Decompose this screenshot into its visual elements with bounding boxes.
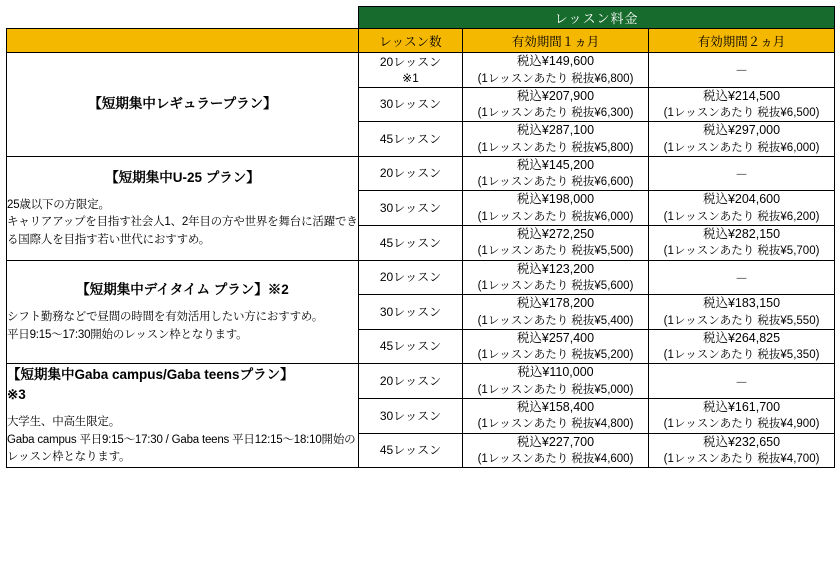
plan-cell	[7, 53, 359, 157]
price-per-lesson: (1レッスンあたり 税抜¥6,200)	[663, 210, 820, 223]
price-total: 税込¥123,200	[516, 261, 595, 276]
lesson-price-table	[6, 6, 835, 468]
price-period1-cell	[463, 398, 649, 433]
price-per-lesson: (1レッスンあたり 税抜¥5,350)	[663, 349, 820, 362]
price-period2-cell	[649, 295, 835, 330]
price-total: 税込¥227,700	[516, 434, 595, 449]
lesson-count-cell: 20レッスン	[359, 364, 463, 399]
price-period1-cell	[463, 433, 649, 468]
plan-title: 【短期集中レギュラープラン】	[88, 95, 277, 111]
price-per-lesson: (1レッスンあたり 税抜¥4,800)	[477, 418, 634, 431]
price-period2-cell	[649, 191, 835, 226]
plan-description: 大学生、中高生限定。 Gaba campus 平日9:15～17:30 / Gaba teens 平日12:15～18:10開始のレッスン枠となります。	[7, 416, 356, 463]
price-per-lesson: (1レッスンあたり 税抜¥5,000)	[477, 383, 634, 396]
price-total: 税込¥272,250	[516, 226, 595, 241]
plan-title: 【短期集中デイタイム プラン】※2	[76, 281, 289, 297]
lesson-count-cell: 20レッスン	[359, 260, 463, 295]
table-header-row-columns	[7, 29, 835, 53]
price-per-lesson: (1レッスンあたり 税抜¥5,400)	[477, 314, 634, 327]
table-row	[7, 364, 835, 399]
price-total: 税込¥264,825	[702, 330, 781, 345]
price-period2-cell: －	[649, 260, 835, 295]
price-period2-cell	[649, 398, 835, 433]
price-period1-cell	[463, 53, 649, 88]
lesson-count-cell: 45レッスン	[359, 329, 463, 364]
price-period1-cell	[463, 329, 649, 364]
price-period1-cell	[463, 122, 649, 157]
table-header-row-title	[7, 7, 835, 29]
plan-description: 25歳以下の方限定。 キャリアアップを目指す社会人1、2年目の方や世界を舞台に活躍できる国際人を目指す若い世代におすすめ。	[7, 199, 358, 246]
price-per-lesson: (1レッスンあたり 税抜¥5,500)	[477, 245, 634, 258]
price-per-lesson: (1レッスンあたり 税抜¥6,500)	[663, 107, 820, 120]
price-period2-cell	[649, 87, 835, 122]
plan-cell	[7, 156, 359, 260]
lesson-count-cell: 45レッスン	[359, 433, 463, 468]
plan-cell	[7, 364, 359, 468]
price-total: 税込¥257,400	[516, 330, 595, 345]
price-total: 税込¥214,500	[702, 88, 781, 103]
price-total: 税込¥198,000	[516, 192, 595, 207]
table-row	[7, 53, 835, 88]
price-per-lesson: (1レッスンあたり 税抜¥4,600)	[477, 453, 634, 466]
price-per-lesson: (1レッスンあたり 税抜¥6,000)	[477, 210, 634, 223]
price-total: 税込¥183,150	[702, 296, 781, 311]
header-period2-column: 有効期間２ヵ月	[649, 29, 835, 53]
lesson-count-cell: 45レッスン	[359, 122, 463, 157]
price-total: 税込¥204,600	[702, 192, 781, 207]
price-per-lesson: (1レッスンあたり 税抜¥5,800)	[477, 141, 634, 154]
lesson-count-cell: 30レッスン	[359, 398, 463, 433]
price-total: 税込¥178,200	[516, 296, 595, 311]
price-total: 税込¥145,200	[516, 157, 595, 172]
price-period1-cell	[463, 260, 649, 295]
price-period1-cell	[463, 364, 649, 399]
price-per-lesson: (1レッスンあたり 税抜¥6,800)	[477, 72, 634, 85]
price-total: 税込¥149,600	[516, 54, 595, 68]
price-period1-cell	[463, 191, 649, 226]
table-row	[7, 260, 835, 295]
price-per-lesson: (1レッスンあたり 税抜¥6,000)	[663, 141, 820, 154]
price-total: 税込¥297,000	[702, 123, 781, 138]
price-per-lesson: (1レッスンあたり 税抜¥5,550)	[663, 314, 820, 327]
price-total: 税込¥158,400	[516, 399, 595, 414]
price-per-lesson: (1レッスンあたり 税抜¥4,900)	[663, 418, 820, 431]
plan-cell	[7, 260, 359, 364]
price-period2-cell	[649, 433, 835, 468]
table-row	[7, 156, 835, 191]
lesson-count-cell: 30レッスン	[359, 87, 463, 122]
price-period2-cell	[649, 329, 835, 364]
plan-title: 【短期集中Gaba campus/Gaba teensプラン】 ※3	[7, 367, 294, 402]
lesson-count-cell: 45レッスン	[359, 225, 463, 260]
price-period1-cell	[463, 156, 649, 191]
header-plan-column	[7, 29, 359, 53]
price-period1-cell	[463, 87, 649, 122]
lesson-count-cell: 20レッスン ※1	[359, 53, 463, 88]
price-per-lesson: (1レッスンあたり 税抜¥4,700)	[663, 453, 820, 466]
price-per-lesson: (1レッスンあたり 税抜¥6,600)	[477, 176, 634, 189]
plan-description: シフト勤務などで昼間の時間を有効活用したい方におすすめ。 平日9:15～17:30開始のレッスン枠となります。	[7, 311, 324, 341]
price-per-lesson: (1レッスンあたり 税抜¥6,300)	[477, 107, 634, 120]
price-total: 税込¥207,900	[516, 88, 595, 103]
lesson-count-cell: 30レッスン	[359, 295, 463, 330]
price-total: 税込¥232,650	[702, 434, 781, 449]
price-per-lesson: (1レッスンあたり 税抜¥5,200)	[477, 349, 634, 362]
price-total: 税込¥110,000	[517, 365, 594, 380]
price-period1-cell	[463, 225, 649, 260]
header-lessons-column: レッスン数	[359, 29, 463, 53]
table-title: レッスン料金	[359, 7, 835, 29]
price-per-lesson: (1レッスンあたり 税抜¥5,600)	[477, 280, 634, 293]
price-total: 税込¥282,150	[702, 226, 781, 241]
price-period2-cell: －	[649, 53, 835, 88]
price-period2-cell: －	[649, 156, 835, 191]
price-period2-cell: －	[649, 364, 835, 399]
header-period1-column: 有効期間１ヵ月	[463, 29, 649, 53]
lesson-count-cell: 20レッスン	[359, 156, 463, 191]
price-total: 税込¥161,700	[702, 399, 781, 414]
price-total: 税込¥287,100	[516, 123, 595, 138]
price-period2-cell	[649, 122, 835, 157]
plan-title: 【短期集中U-25 プラン】	[105, 169, 260, 185]
price-period2-cell	[649, 225, 835, 260]
header-blank-cell	[7, 7, 359, 29]
price-per-lesson: (1レッスンあたり 税抜¥5,700)	[663, 245, 820, 258]
lesson-count-cell: 30レッスン	[359, 191, 463, 226]
price-period1-cell	[463, 295, 649, 330]
